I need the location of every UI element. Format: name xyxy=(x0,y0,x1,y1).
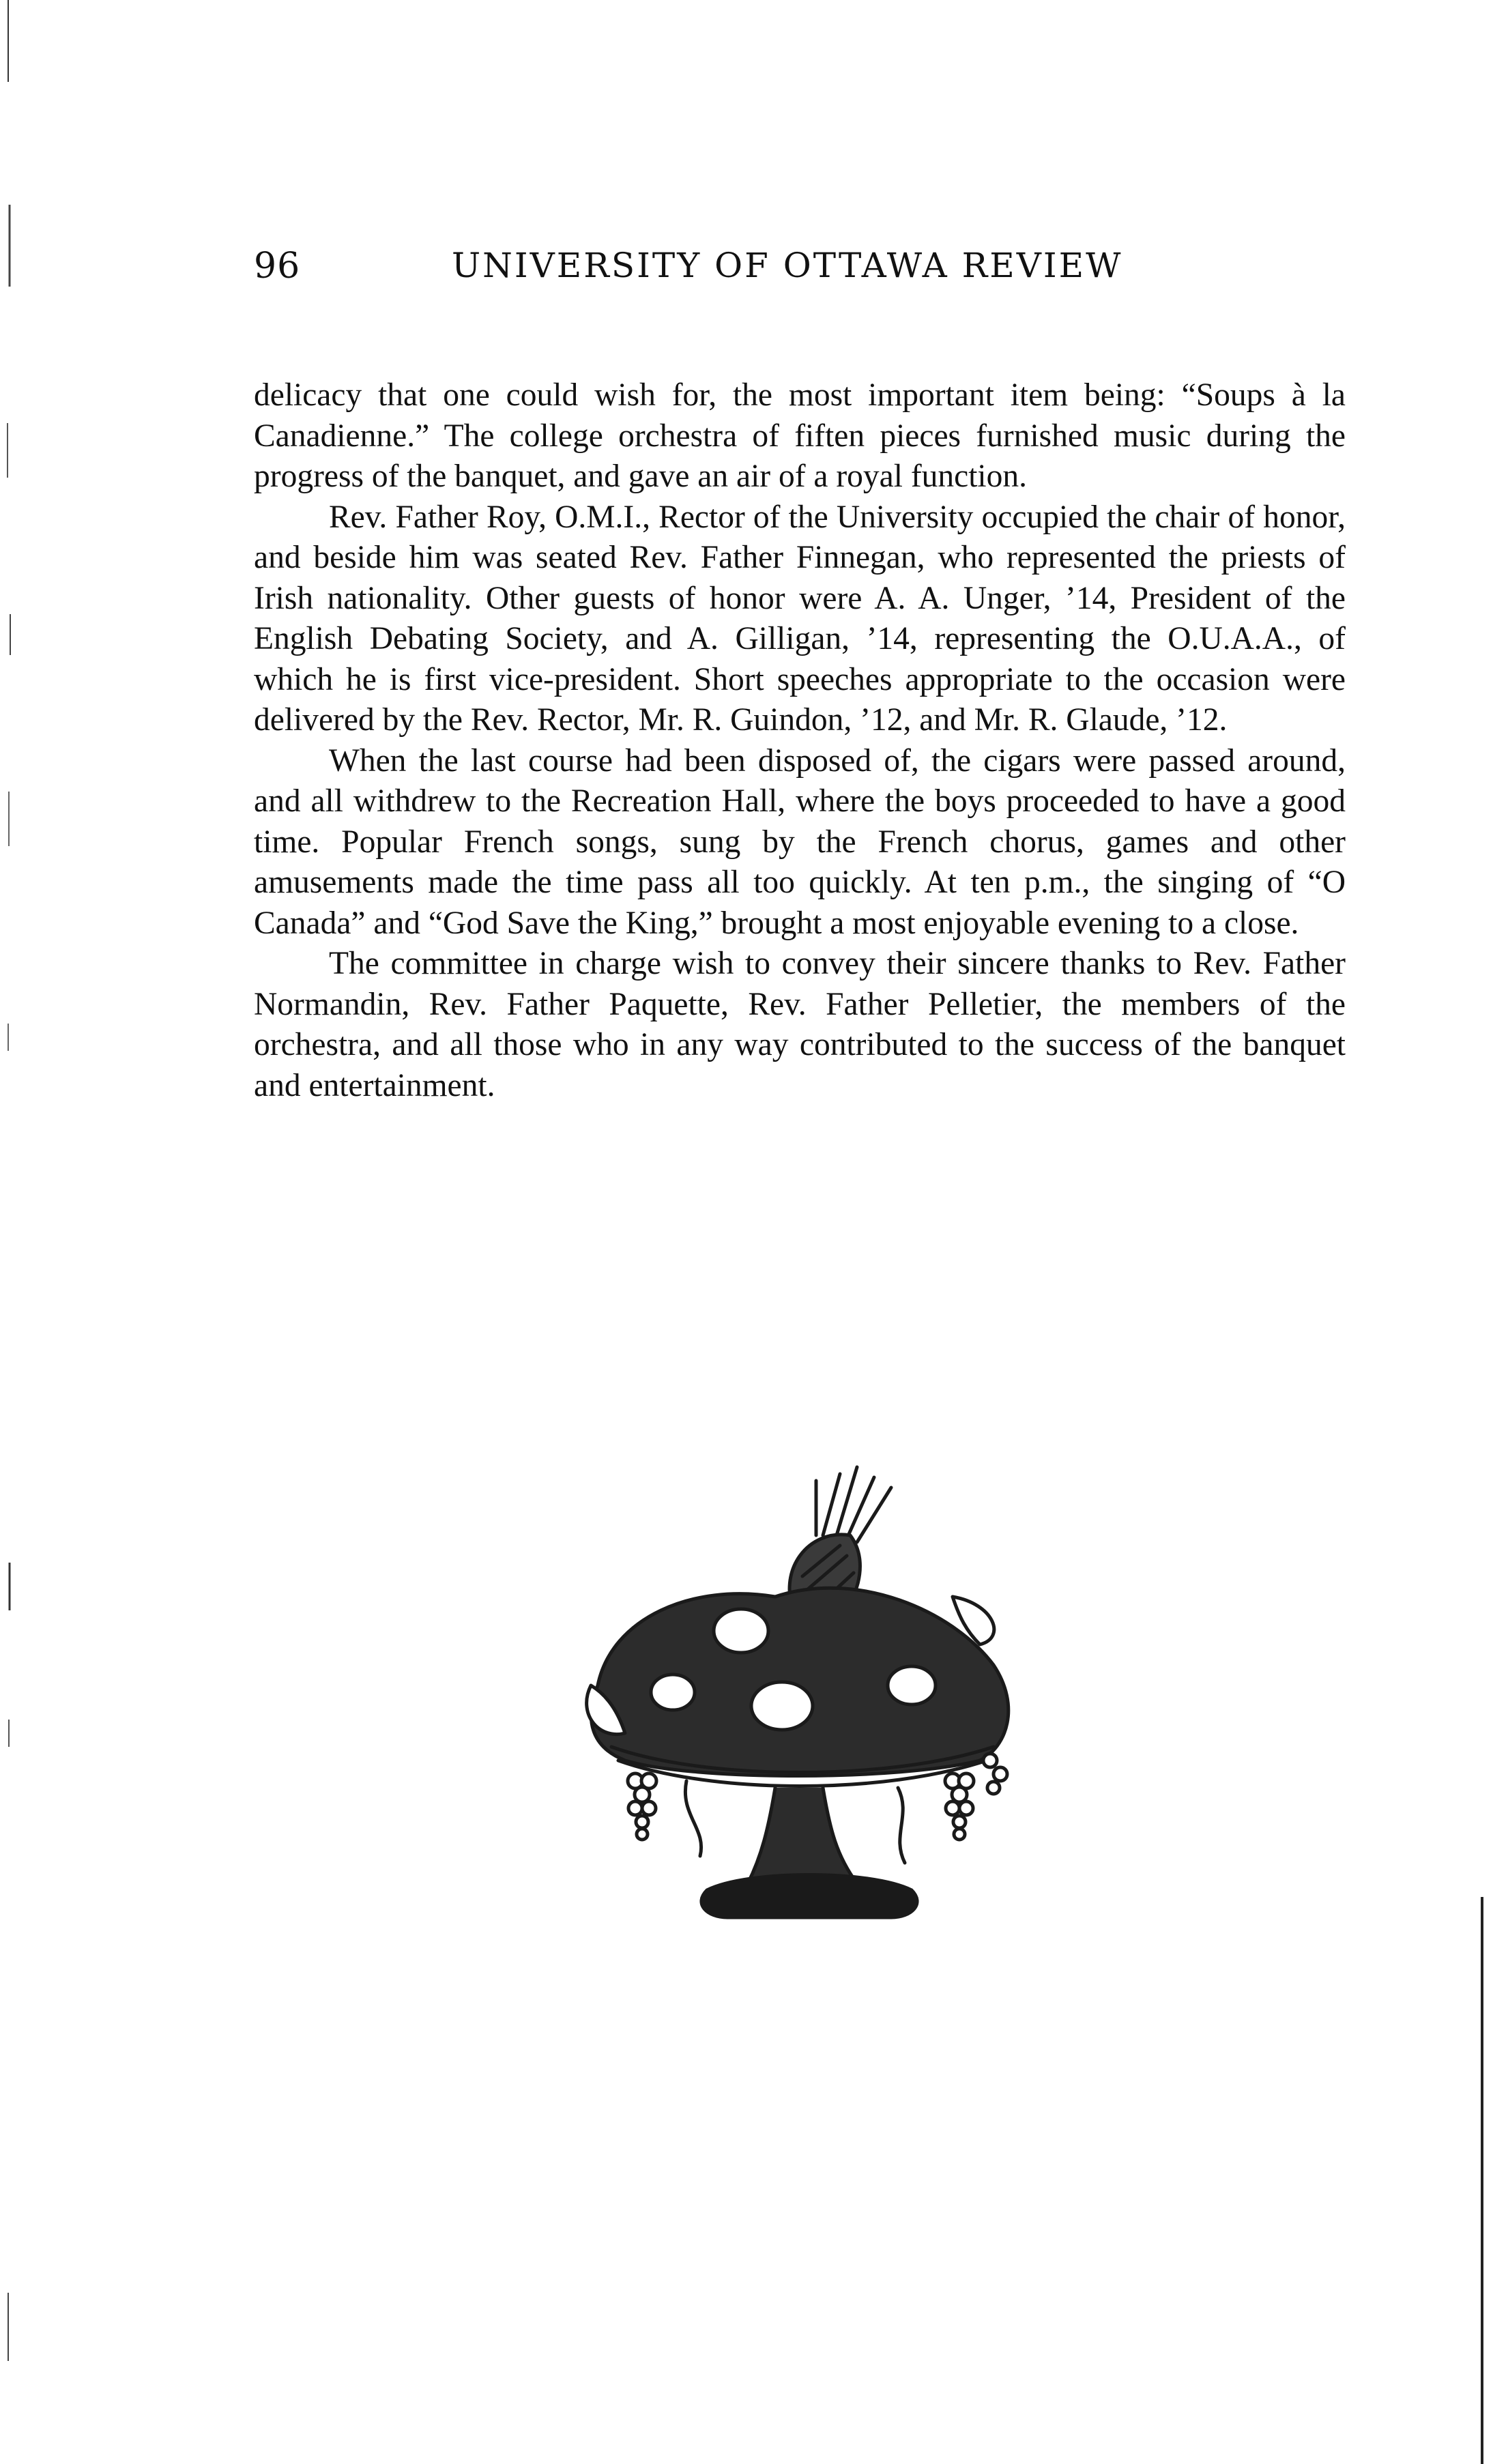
fruit-bowl-ornament-icon xyxy=(570,1460,1034,1938)
paragraph-1: delicacy that one could wish for, the most important item being: “Soups à la Canadienne.” The college orchestra of fiften pieces furnished music during the progress of the banquet, and gave an air of a royal function. xyxy=(254,377,1346,494)
page-number: 96 xyxy=(254,246,301,287)
document-page xyxy=(254,246,1346,1106)
paragraph-4: The committee in charge wish to convey their sincere thanks to Rev. Father Normandin, Rev. Father Paquette, Rev. Father Pelletier, the members of the orchestra, and all those who in any way contributed to the success of the banquet and entertainment. xyxy=(254,946,1346,1103)
paragraph-3: When the last course had been disposed of, the cigars were passed around, and all withdrew to the Recreation Hall, where the boys proceeded to have a good time. Popular French songs, sung by the French chorus, games and other amusements made the time pass all too quickly. At ten p.m., the singing of “O Canada” and “God Save the King,” brought a most enjoyable evening to a close. xyxy=(254,742,1346,941)
running-head xyxy=(254,246,1346,300)
article-body xyxy=(254,375,1346,1106)
scan-edge-right xyxy=(1478,1897,1488,2464)
journal-title: UNIVERSITY OF OTTAWA REVIEW xyxy=(452,246,1123,285)
paragraph-2: Rev. Father Roy, O.M.I., Rector of the University occupied the chair of honor, and beside him was seated Rev. Father Finnegan, who represented the priests of Irish nationality. Other guests of honor were A. A. Unger, ’14, President of the English Debating Society, and A. Gilligan, ’14, representing the O.U.A.A., of which he is first vice-president. Short speeches appropriate to the occasion were delivered by the Rev. Rector, Mr. R. Guindon, ’12, and Mr. R. Glaude, ’12. xyxy=(254,499,1346,738)
scan-edge-left xyxy=(4,0,16,2464)
